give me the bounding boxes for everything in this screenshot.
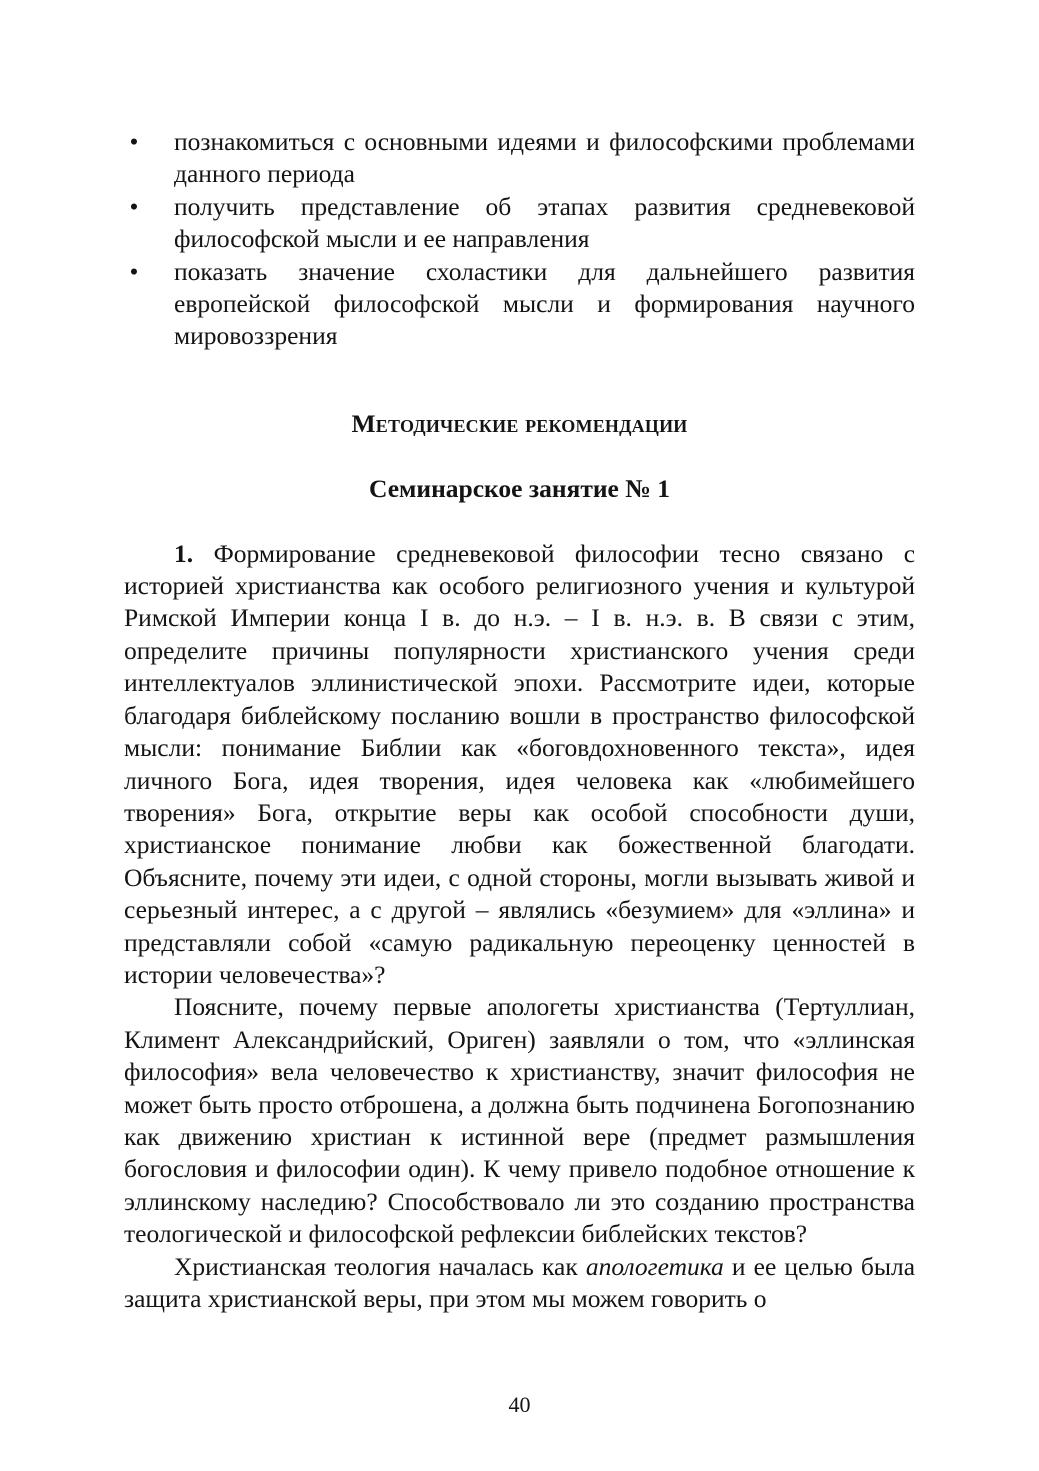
list-item xyxy=(124,191,915,256)
paragraph-1 xyxy=(124,538,915,992)
paragraph-3 xyxy=(124,1251,915,1316)
paragraph-3-before: Христианская теология началась как xyxy=(174,1251,578,1281)
list-item xyxy=(124,256,915,353)
bullet-icon: • xyxy=(129,191,139,221)
page-number: 40 xyxy=(508,1392,531,1417)
body-text xyxy=(124,538,915,1316)
list-item-text: получить представление об этапах развития средневековой философской мысли и ее направления xyxy=(174,191,915,254)
bullet-icon: • xyxy=(129,127,139,156)
list-item-text: познакомиться с основными идеями и философскими проблемами данного периода xyxy=(174,127,915,189)
list-item xyxy=(124,126,915,191)
goals-list xyxy=(124,126,915,353)
list-item-text: показать значение схоластики для дальнейшего развития европейской философской мысли и формирования научного мировоззрения xyxy=(174,256,915,351)
seminar-heading: Семинарское занятие № 1 xyxy=(369,474,670,504)
paragraph-number: 1. xyxy=(174,538,194,568)
paragraph-2: Поясните, почему первые апологеты христианства (Тертуллиан, Климент Александрийский, Ориген) заявляли о том, что «эллинская философия» вела человечество к христианству, значит философия не может быть просто отброшена, а должна быть подчинена Богопознанию как движению христиан к истинной вере (предмет размышления богословия и философии один). К чему привело подобное отношение к эллинскому наследию? Способствовало ли это созданию пространства теологической и философской рефлексии библейских текстов? xyxy=(124,992,915,1249)
paragraph-1-text: Формирование средневековой философии тесно связано с историей христианства как особого религиозного учения и культурой Римской Империи конца I в. до н.э. – I в. н.э. в. В связи с этим, определите причины популярности христианского учения среди интеллектуалов эллинистической эпохи. Рассмотрите идеи, которые благодаря библейскому посланию вошли в пространство философской мысли: понимание Библии как «боговдохновенного текста», идея личного Бога, идея творения, идея человека как «любимейшего творения» Бога, открытие веры как особой способности души, христианское понимание любви как божественной благодати. Объясните, почему эти идеи, с одной стороны, могли вызывать живой и серьезный интерес, а с другой – являлись «безумием» для «эллина» и представляли собой «самую радикальную переоценку ценностей в истории человечества»? xyxy=(124,538,916,989)
paragraph-3-italic: апологетика xyxy=(585,1251,724,1281)
section-heading: Методические рекомендации xyxy=(351,408,688,438)
bullet-icon: • xyxy=(129,256,139,286)
paragraph-3-after: и ее целью была защита христианской веры, при этом мы можем говорить о xyxy=(124,1251,916,1313)
